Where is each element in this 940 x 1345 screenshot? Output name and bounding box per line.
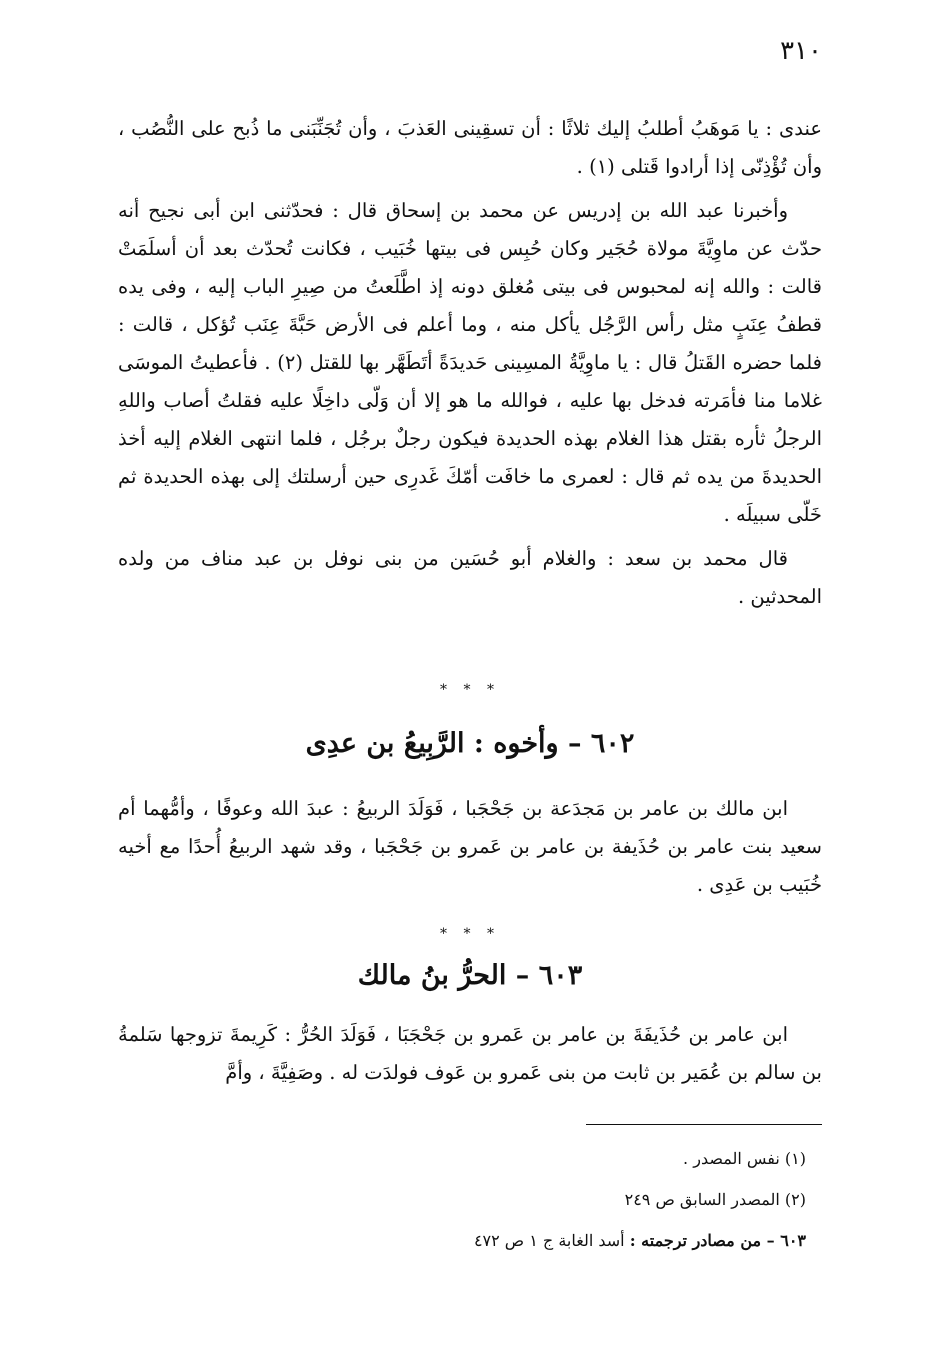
text-block-1 bbox=[118, 110, 822, 616]
section-separator: * * * bbox=[440, 682, 500, 698]
section-separator: * * * bbox=[440, 926, 500, 942]
paragraph-602: ابن مالك بن عامر بن مَجدَعة بن جَحْجَبا ، فَوَلَدَ الربيعُ : عبدَ الله وعوفًا ، وأمُّهما أم سعيد بنت عامر بن حُذَيفة بن عامر بن عَمرو بن جَحْجَبا ، وقد شهد الربيعُ أُحدًا مع أخيه خُبَيب بن عَدِى . bbox=[118, 797, 822, 896]
footnote-3-source: أسد الغابة ج ١ ص ٤٧٢ bbox=[473, 1231, 630, 1250]
section-heading-602: ٦٠٢ – وأخوه : الرَّبِيعُ بن عدِى bbox=[305, 728, 635, 759]
footnotes bbox=[118, 1138, 806, 1261]
paragraph-3: قال محمد بن سعد : والغلام أبو حُسَين من بنى نوفل بن عبد مناف من ولده المحدثين . bbox=[118, 547, 822, 608]
section-602-text bbox=[118, 790, 822, 904]
paragraph-1: عندى : يا مَوهَبُ أطلبُ إليك ثلاثًا : أن تسقِينى العَذبَ ، وأن تُجَنِّبَنى ما ذُبح على النُّصُب ، وأن تُؤْذِنّى إذا أرادوا قَتلى (١) . bbox=[118, 117, 822, 178]
footnote-3-label: ٦٠٣ – من مصادر ترجمته : bbox=[629, 1231, 806, 1250]
footnote-2: (٢) المصدر السابق ص ٢٤٩ bbox=[624, 1190, 806, 1209]
paragraph-603: ابن عامر بن حُذَيفَةَ بن عامر بن عَمرو بن جَحْجَبَا ، فَوَلَدَ الحُرُّ : كَرِيمةَ تزوجها سَلمةُ بن سالم بن عُمَير بن ثابت من بنى عَمرو بن عَوف فولدَت له . وصَفِيَّةَ ، وأمَّ bbox=[118, 1023, 822, 1084]
page-number: ٣١٠ bbox=[780, 36, 822, 66]
section-heading-603: ٦٠٣ – الحرُّ بنُ مالك bbox=[357, 960, 583, 991]
section-603-text bbox=[118, 1016, 822, 1092]
footnote-divider bbox=[586, 1124, 822, 1125]
paragraph-2: وأخبرنا عبد الله بن إدريس عن محمد بن إسحاق قال : فحدّثنى ابن أبى نجيح أنه حدّث عن ماوِيَّةَ مولاة حُجَير وكان حُبِس فى بيتها خُبَيب ، فكانت تُحدّث بعد أن أسلَمَتْ قالت : والله إنه لمحبوس فى بيتى مُغلق دونه إذ اطَّلَعتُ من صِيرِ الباب إليه ، وفى يده قطفُ عِنَبٍ مثل رأس الرَّجُل يأكل منه ، وما أعلم فى الأرض حَبَّةَ عِنَب تُؤكل ، قالت : فلما حضره القَتلُ قال : يا ماوِيَّةُ المسِينى حَديدَةً أتَطَهَّر بها للقتل (٢) . فأعطيتُ الموسَى غلاما منا فأمَرته فدخل بها عليه ، فوالله ما هو إلا أن وَلّى داخِلًا عليه فقلتُ أصاب واللهِ الرجلُ ثأره بقتل هذا الغلام بهذه الحديدة فيكون رجلٌ برجُل ، فلما انتهى الغلام إليه أخذ الحديدةَ من يده ثم قال : لعمرى ما خافَت أمّكَ غَدرِى حين أرسلتك إلى بهذه الحديدة ثم خَلّى سبيلَه . bbox=[118, 199, 822, 526]
footnote-3 bbox=[118, 1220, 806, 1261]
footnote-1: (١) نفس المصدر . bbox=[683, 1149, 806, 1168]
